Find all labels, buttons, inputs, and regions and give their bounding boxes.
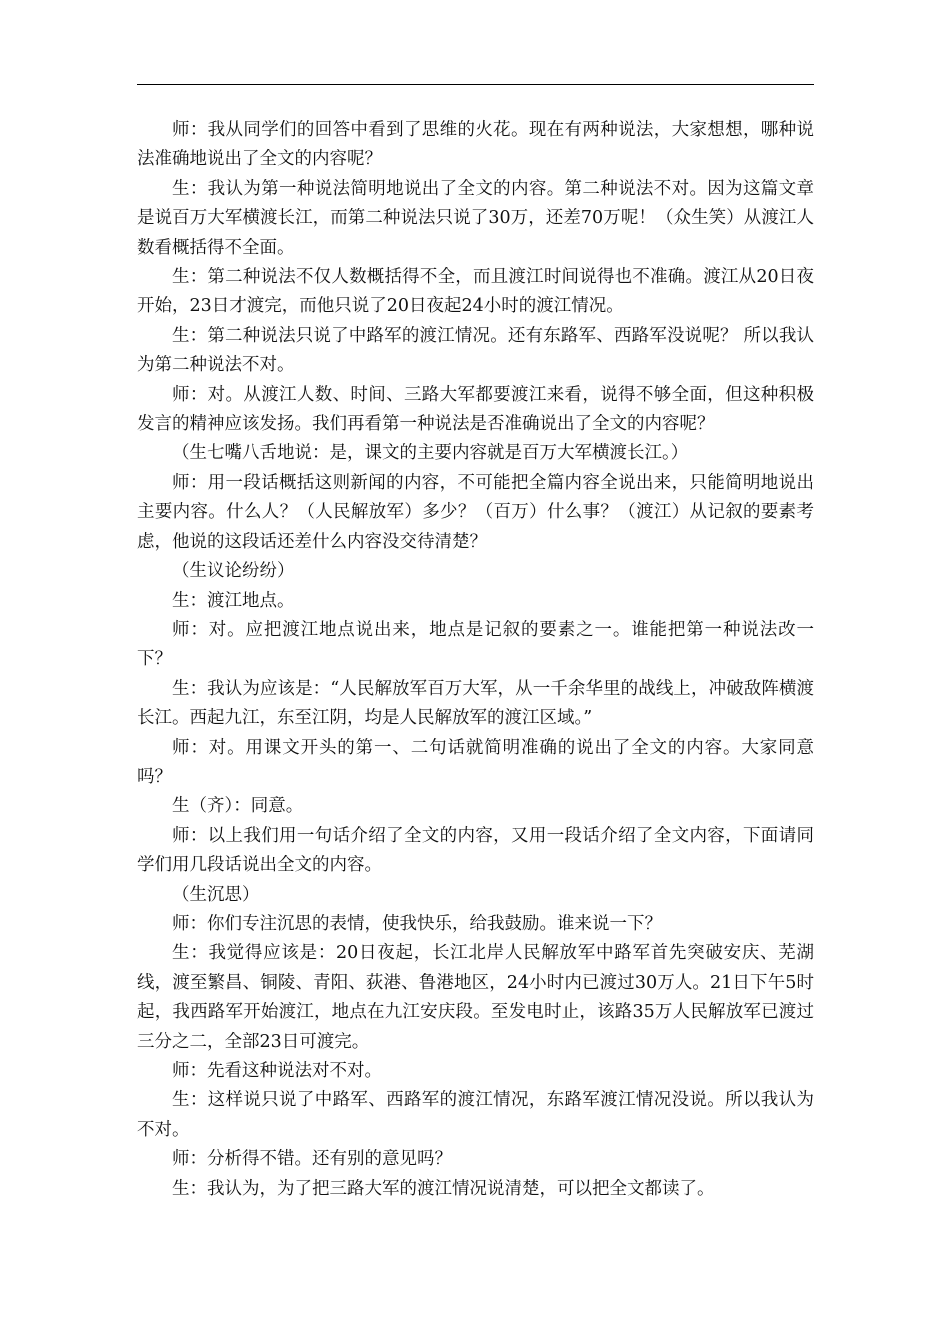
paragraph-student-answer-1: 生：我认为第一种说法简明地说出了全文的内容。第二种说法不对。因为这篇文章是说百万大军横渡长江，而第二种说法只说了30万，还差70万呢！（众生笑）从渡江人数看概括得不全面。 bbox=[137, 178, 814, 258]
paragraph-student-answer-6: 生：我觉得应该是：20日夜起，长江北岸人民解放军中路军首先突破安庆、芜湖线，渡至繁昌、铜陵、青阳、荻港、鲁港地区，24小时内已渡过30万人。21日下午5时起，我西路军开始渡江，地点在九江安庆段。至发电时止，该路35万人民解放军已渡过三分之二，全部23日可渡完。 bbox=[137, 943, 814, 1052]
paragraph-student-answer-3: 生：第二种说法只说了中路军的渡江情况。还有东路军、西路军没说呢？ 所以我认为第二种说法不对。 bbox=[137, 325, 814, 376]
paragraph-teacher-comment-5: 师：以上我们用一句话介绍了全文的内容，又用一段话介绍了全文内容，下面请同学们用几段话说出全文的内容。 bbox=[137, 825, 814, 876]
paragraph-teacher-question: 师：我从同学们的回答中看到了思维的火花。现在有两种说法，大家想想，哪种说法准确地说出了全文的内容呢？ bbox=[137, 120, 814, 170]
header-rule bbox=[137, 84, 814, 85]
paragraph-student-answer-4: 生：渡江地点。 bbox=[172, 590, 295, 611]
paragraph-teacher-comment-3: 师：对。应把渡江地点说出来，地点是记叙的要素之一。谁能把第一种说法改一下？ bbox=[137, 619, 814, 670]
paragraph-student-answer-2: 生：第二种说法不仅人数概括得不全，而且渡江时间说得也不准确。渡江从20日夜开始，23日才渡完，而他只说了20日夜起24小时的渡江情况。 bbox=[137, 267, 814, 317]
paragraph-class-response-1: （生七嘴八舌地说：是，课文的主要内容就是百万大军横渡长江。） bbox=[172, 443, 689, 464]
paragraph-teacher-comment-6: 师：你们专注沉思的表情，使我快乐，给我鼓励。谁来说一下？ bbox=[172, 913, 662, 934]
paragraph-class-discussion: （生议论纷纷） bbox=[172, 561, 295, 582]
paragraph-teacher-comment-7: 师：先看这种说法对不对。 bbox=[172, 1061, 382, 1081]
paragraph-class-thinking: （生沉思） bbox=[172, 884, 260, 905]
paragraph-teacher-comment-1: 师：对。从渡江人数、时间、三路大军都要渡江来看，说得不够全面，但这种积极发言的精神应该发扬。我们再看第一种说法是否准确说出了全文的内容呢？ bbox=[137, 384, 814, 435]
paragraph-teacher-comment-4: 师：对。用课文开头的第一、二句话就简明准确的说出了全文的内容。大家同意吗？ bbox=[137, 737, 814, 787]
paragraph-student-answer-8: 生：我认为，为了把三路大军的渡江情况说清楚，可以把全文都读了。 bbox=[172, 1178, 715, 1199]
paragraph-student-answer-5: 生：我认为应该是：“人民解放军百万大军，从一千余华里的战线上，冲破敌阵横渡长江。西起九江，东至江阴，均是人民解放军的渡江区域。” bbox=[137, 678, 814, 729]
paragraph-teacher-comment-2: 师：用一段话概括这则新闻的内容，不可能把全篇内容全说出来，只能简明地说出主要内容。什么人？（人民解放军）多少？（百万）什么事？（渡江）从记叙的要素考虑，他说的这段话还差什么内容没交待清楚？ bbox=[137, 472, 814, 552]
paragraph-teacher-comment-8: 师：分析得不错。还有别的意见吗？ bbox=[172, 1149, 452, 1170]
document-body bbox=[137, 116, 814, 1204]
paragraph-student-answer-7: 生：这样说只说了中路军、西路军的渡江情况，东路军渡江情况没说。所以我认为不对。 bbox=[137, 1090, 814, 1140]
paragraph-class-response-2: 生（齐）：同意。 bbox=[172, 796, 304, 817]
